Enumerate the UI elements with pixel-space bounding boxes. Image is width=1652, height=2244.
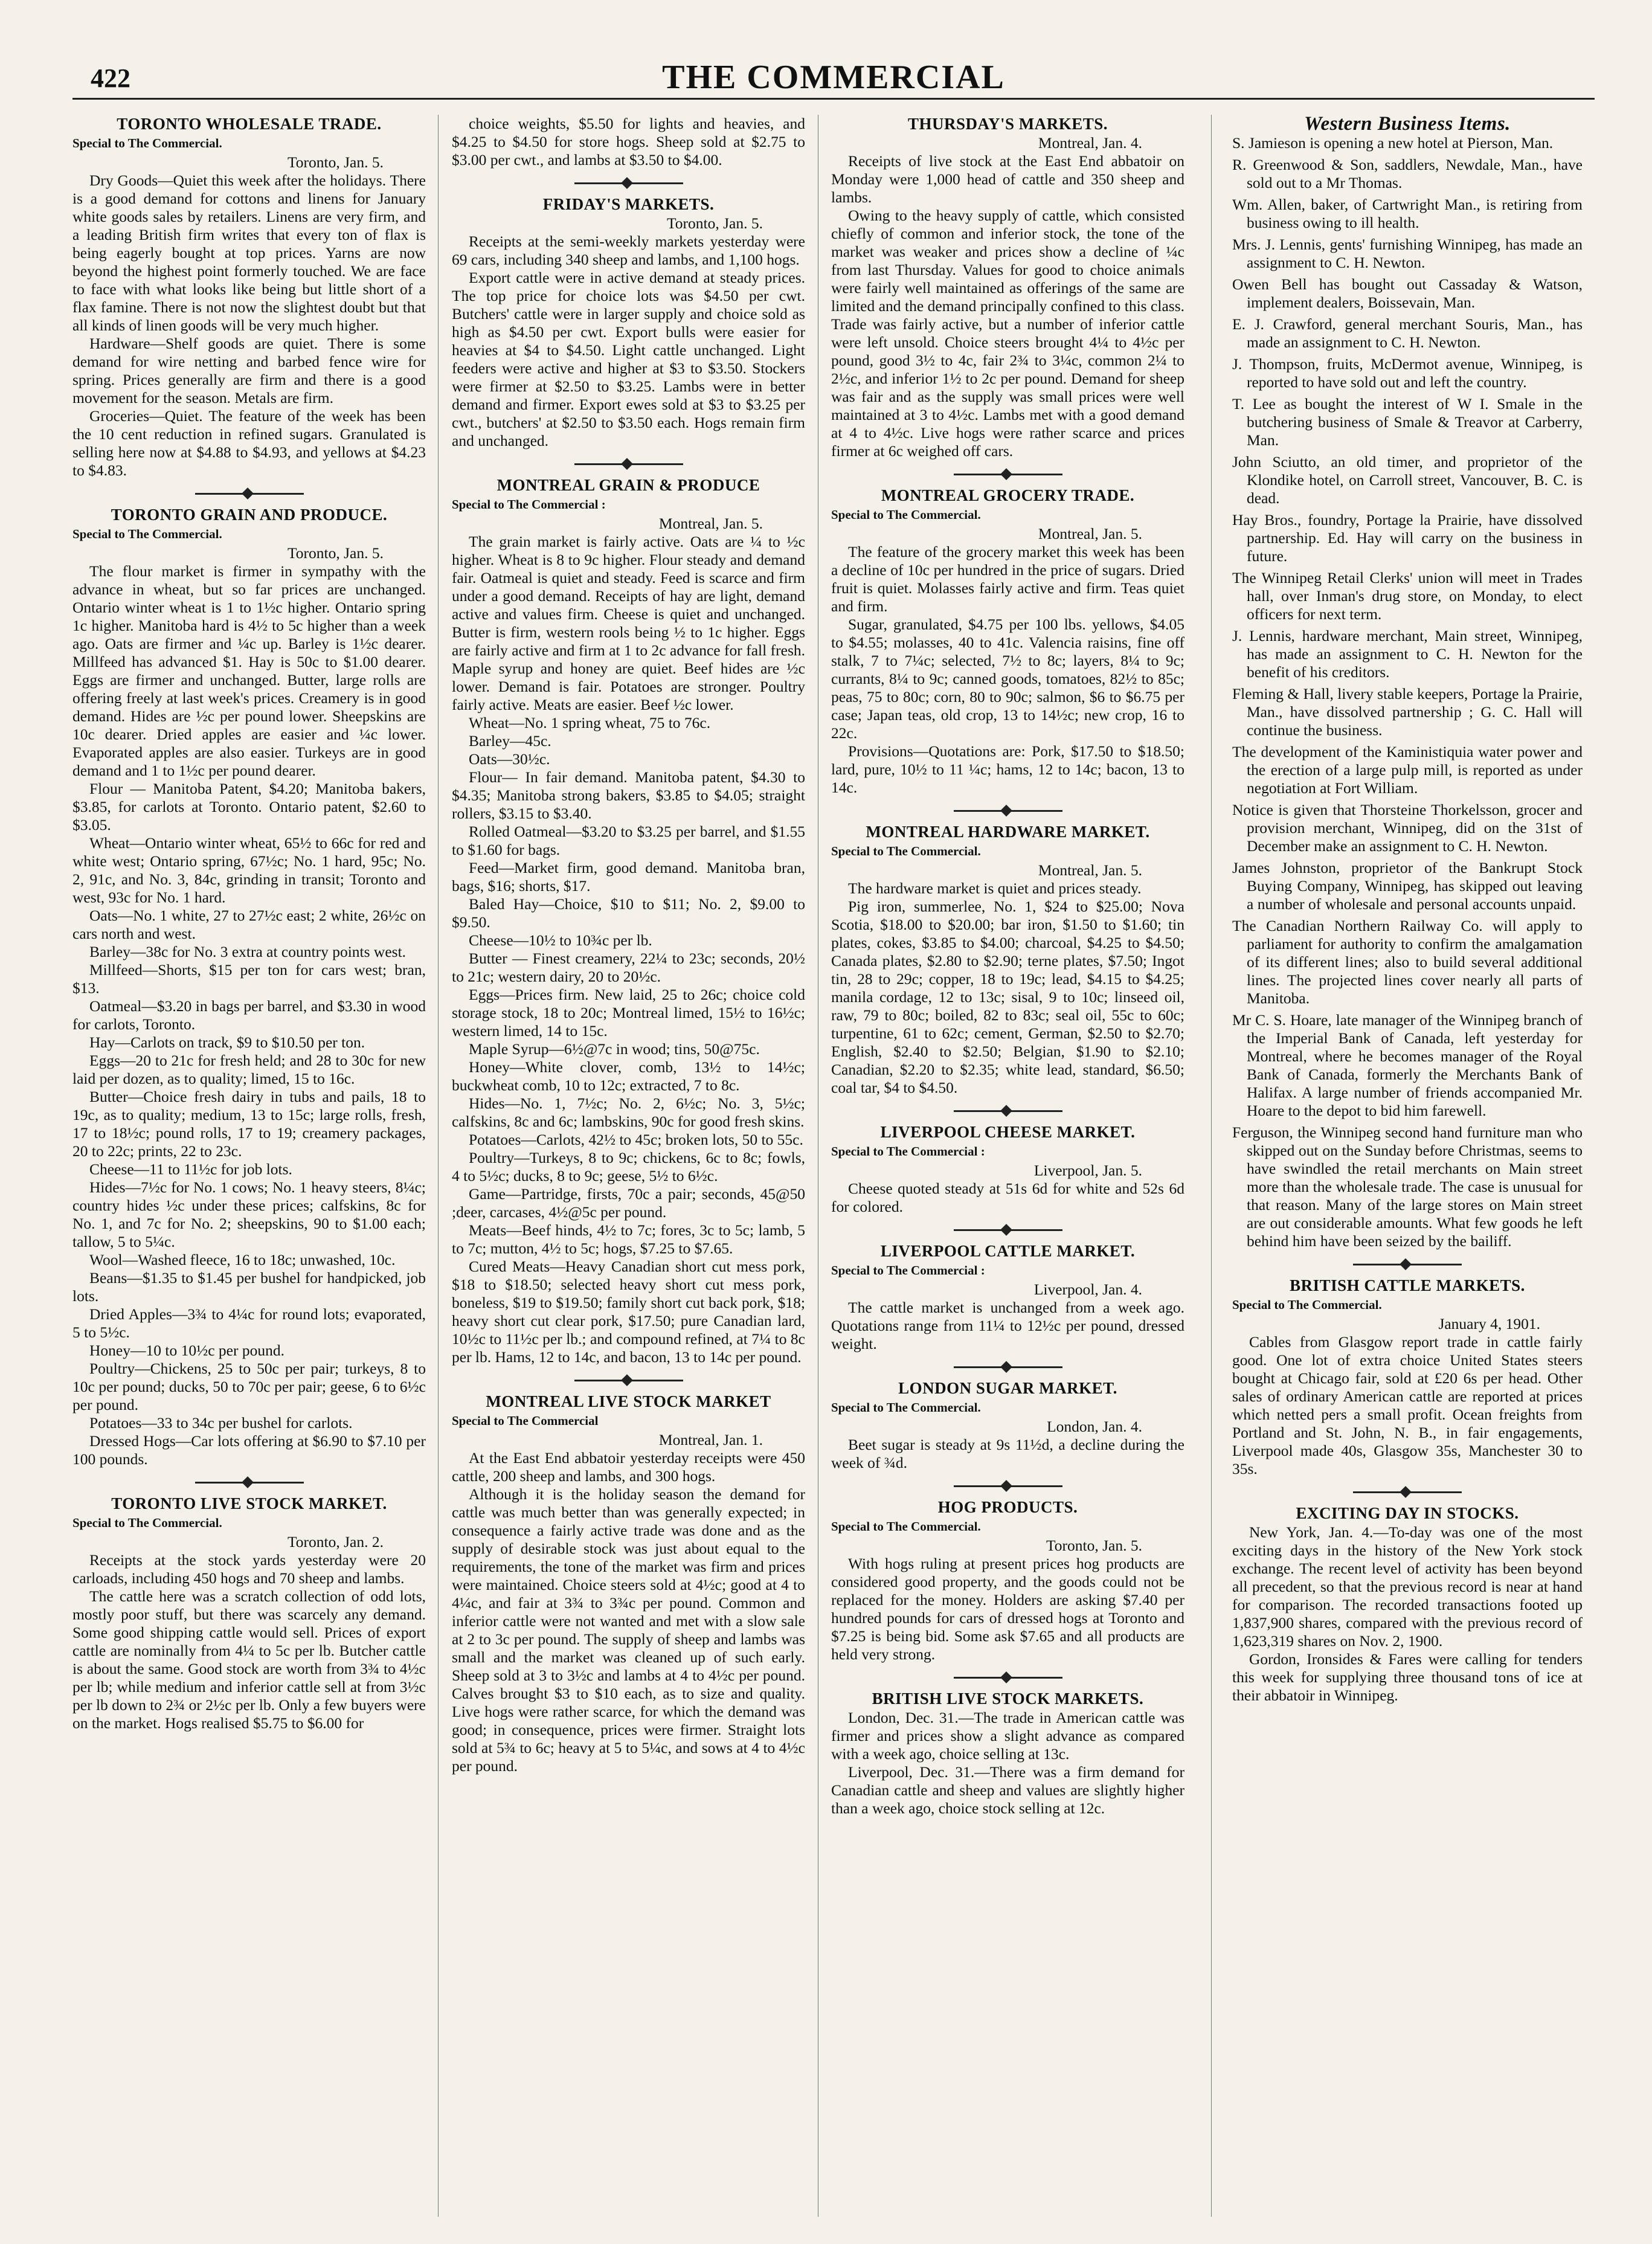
article-dateline: Liverpool, Jan. 4. bbox=[1033, 1281, 1142, 1298]
article-dateline: Liverpool, Jan. 5. bbox=[1033, 1162, 1142, 1179]
article-paragraph: The cattle here was a scratch collection of odd lots, mostly poor stuff, but there was scarcely any demand. Some good shipping cattle would sell. Prices of export cattle are nominally from 4¼ to 5c per lb. Butcher cattle is about the same. Good stock are worth from 3¾ to 4½c per lb; while medium and inferior cattle sell at from 3½c per lb down to 2¾ or 2½c per lb. Only a few buyers were on the market. Hogs realised $5.75 to $6.00 for bbox=[72, 1587, 426, 1732]
article-paragraph: Cables from Glasgow report trade in cattle fairly good. One lot of extra choice United States steers bought at Chicago fair, sold at £20 6s per head. Other sales of ordinary American cattle are reported at prices which netted pers a small profit. Ocean freights from Portland and St. John, N. B., in fair engagements, Liverpool made 40s, Glasgow 35s, Manchester 30 to 35s. bbox=[1232, 1333, 1583, 1477]
article-headline: BRITISH CATTLE MARKETS. bbox=[1290, 1276, 1525, 1294]
section-separator bbox=[574, 463, 683, 465]
section-separator bbox=[954, 1366, 1062, 1368]
article-paragraph: Beans—$1.35 to $1.45 per bushel for handpicked, job lots. bbox=[72, 1269, 426, 1305]
article-byline: Special to The Commercial. bbox=[72, 1516, 222, 1530]
article-paragraph: Oats—No. 1 white, 27 to 27½c east; 2 white, 26½c on cars north and west. bbox=[72, 907, 426, 942]
article-headline: Western Business Items. bbox=[1304, 115, 1511, 135]
business-item: S. Jamieson is opening a new hotel at Pierson, Man. bbox=[1232, 134, 1554, 152]
column-rule bbox=[438, 115, 439, 2217]
column-rule bbox=[1211, 115, 1212, 2217]
article-paragraph: Poultry—Turkeys, 8 to 9c; chickens, 6c to 8c; fowls, 4 to 5½c; ducks, 8 to 9c; geese, 5½ to 6½c. bbox=[452, 1149, 805, 1185]
section-separator bbox=[574, 1380, 683, 1381]
article-headline: THURSDAY'S MARKETS. bbox=[907, 115, 1108, 133]
article-paragraph: Oatmeal—$3.20 in bags per barrel, and $3.30 in wood for carlots, Toronto. bbox=[72, 997, 426, 1033]
article-paragraph: choice weights, $5.50 for lights and heavies, and $4.25 to $4.50 for store hogs. Sheep sold at $2.75 to $3.00 per cwt., and lambs at $3.50 to $4.00. bbox=[452, 115, 805, 169]
article bbox=[1232, 115, 1583, 1250]
article-paragraph: Hides—7½c for No. 1 cows; No. 1 heavy steers, 8¼c; country hides ½c under these prices; calfskins, 8c for No. 1, and 7c for No. 2; sheepskins, 90 to $1.00 each; tallow, 5 to 5¼c. bbox=[72, 1178, 426, 1250]
article-byline: Special to The Commercial bbox=[452, 1413, 599, 1428]
article-paragraph: Barley—38c for No. 3 extra at country points west. bbox=[89, 943, 407, 960]
business-item: The development of the Kaministiquia water power and the erection of a large pulp mill, is reported as under negotiation at Fort William. bbox=[1232, 743, 1583, 797]
article-paragraph: Sugar, granulated, $4.75 per 100 lbs. yellows, $4.05 to $4.55; molasses, 40 to 41c. Valencia raisins, fine off stalk, 7 to 7¼c; selected, 7½ to 8c; layers, 8¼ to 9c; currants, 8¼ to 9c; canned goods, tomatoes, 82½ to 85c; peas, 75 to 80c; corn, 80 to 90c; salmon, $6 to $6.75 per case; Japan teas, old crop, 13 to 14½c; new crop, 16 to 22c. bbox=[831, 616, 1184, 742]
article-paragraph: Cheese—11 to 11½c for job lots. bbox=[89, 1160, 292, 1178]
article-dateline: Montreal, Jan. 5. bbox=[1038, 861, 1142, 879]
article-paragraph: Potatoes—33 to 34c per bushel for carlots. bbox=[89, 1414, 353, 1432]
article-headline: MONTREAL LIVE STOCK MARKET bbox=[486, 1392, 771, 1410]
article-paragraph: Game—Partridge, firsts, 70c a pair; seconds, 45@50 ;deer, carcases, 4½@5c per pound. bbox=[452, 1185, 805, 1221]
article-dateline: January 4, 1901. bbox=[1438, 1315, 1540, 1333]
article-paragraph: Cheese quoted steady at 51s 6d for white and 52s 6d for colored. bbox=[831, 1180, 1184, 1215]
article bbox=[831, 1379, 1184, 1472]
business-item: James Johnston, proprietor of the Bankrupt Stock Buying Company, Winnipeg, has skipped out leaving a number of wholesale and personal accounts unpaid. bbox=[1232, 859, 1583, 913]
article-paragraph: Receipts at the stock yards yesterday were 20 carloads, including 450 hogs and 70 sheep and lambs. bbox=[72, 1551, 426, 1587]
article-headline: LIVERPOOL CATTLE MARKET. bbox=[880, 1242, 1136, 1260]
column-4 bbox=[1232, 115, 1583, 2217]
article-paragraph: Oats—30½c. bbox=[469, 750, 550, 768]
article bbox=[831, 1689, 1184, 1818]
article-paragraph: London, Dec. 31.—The trade in American cattle was firmer and prices show a slight advance as compared with a week ago, choice selling at 13c. bbox=[831, 1709, 1184, 1763]
article bbox=[831, 486, 1184, 797]
business-item: R. Greenwood & Son, saddlers, Newdale, Man., have sold out to a Mr Thomas. bbox=[1232, 156, 1583, 191]
article-paragraph: Butter—Choice fresh dairy in tubs and pails, 18 to 19c, as to quality; medium, 13 to 15c; large rolls, fresh, 17 to 18½c; pound rolls, 17 to 19; creamery packages, 20 to 22c; prints, 22 to 23c. bbox=[72, 1088, 426, 1160]
article-paragraph: Eggs—Prices firm. New laid, 25 to 26c; choice cold storage stock, 18 to 20c; Montreal limed, 15½ to 16½c; western limed, 14 to 15c. bbox=[452, 986, 805, 1040]
article-paragraph: At the East End abbatoir yesterday receipts were 450 cattle, 200 sheep and lambs, and 300 hogs. bbox=[452, 1449, 805, 1485]
article-paragraph: Provisions—Quotations are: Pork, $17.50 to $18.50; lard, pure, 10½ to 11 ¼c; hams, 12 to 14c; bacon, 13 to 14c. bbox=[831, 742, 1184, 796]
article-headline: BRITISH LIVE STOCK MARKETS. bbox=[872, 1689, 1144, 1708]
article-dateline: Montreal, Jan. 5. bbox=[658, 515, 763, 532]
article-paragraph: Receipts of live stock at the East End abbatoir on Monday were 1,000 head of cattle and 350 sheep and lambs. bbox=[831, 152, 1184, 206]
article-paragraph: With hogs ruling at present prices hog products are considered good property, and the goods could not be replaced for the money. Holders are asking $7.40 per hundred pounds for cars of dressed hogs at Toronto and $7.25 is being bid. Some ask $7.65 and all products are held very strong. bbox=[831, 1555, 1184, 1663]
section-separator bbox=[195, 1482, 304, 1484]
article-paragraph: Butter — Finest creamery, 22¼ to 23c; seconds, 20½ to 21c; western dairy, 20 to 20½c. bbox=[452, 950, 805, 985]
business-item: The Winnipeg Retail Clerks' union will meet in Trades hall, over Inman's drug store, on Monday, to elect officers for next term. bbox=[1232, 569, 1583, 623]
article-paragraph: Wool—Washed fleece, 16 to 18c; unwashed, 10c. bbox=[89, 1251, 396, 1268]
article-dateline: Toronto, Jan. 2. bbox=[288, 1533, 384, 1551]
section-separator bbox=[1353, 1264, 1462, 1265]
article-byline: Special to The Commercial : bbox=[452, 497, 606, 512]
article-byline: Special to The Commercial. bbox=[72, 136, 222, 150]
article-paragraph: The flour market is firmer in sympathy with the advance in wheat, but so far prices are unchanged. Ontario winter wheat is 1 to 1½c higher. Ontario spring 1c higher. Manitoba hard is 4½ to 5c higher than a week ago. Oats are firmer and ¼c up. Barley is 1½c dearer. Millfeed has advanced $1. Hay is 50c to $1.00 dearer. Eggs are firmer and unchanged. Butter, large rolls are offering freely at last week's prices. Creamery is in good demand. Hides are ½c per pound lower. Sheepskins are 10c dearer. Dried apples are easier and ¼c lower. Evaporated apples are also easier. Turkeys are in good demand and 1 to 1½c per pound dearer. bbox=[72, 562, 426, 779]
article-byline: Special to The Commercial : bbox=[831, 1144, 985, 1159]
business-item: Mrs. J. Lennis, gents' furnishing Winnipeg, has made an assignment to C. H. Newton. bbox=[1232, 236, 1583, 271]
article bbox=[831, 115, 1184, 460]
article-headline: LIVERPOOL CHEESE MARKET. bbox=[880, 1123, 1136, 1141]
business-item: J. Thompson, fruits, McDermot avenue, Winnipeg, is reported to have sold out and left the country. bbox=[1232, 355, 1583, 391]
article-dateline: Toronto, Jan. 5. bbox=[1046, 1537, 1142, 1554]
article-paragraph: Hardware—Shelf goods are quiet. There is some demand for wire netting and barbed fence wire for spring. Prices generally are firm and there is a good movement for the season. Metals are firm. bbox=[72, 335, 426, 407]
article-byline: Special to The Commercial. bbox=[1232, 1297, 1382, 1312]
article-paragraph: Wheat—Ontario winter wheat, 65½ to 66c for red and white west; Ontario spring, 67½c; No. 1 hard, 95c; No. 2, 91c, and No. 3, 84c, grinding in transit; Toronto and west, 93c for No. 1 hard. bbox=[72, 834, 426, 906]
section-separator bbox=[954, 1229, 1062, 1231]
article-paragraph: Owing to the heavy supply of cattle, which consisted chiefly of common and inferior stock, the tone of the market was weaker and prices show a decline of ¼c from last Thursday. Values for good to choice animals were fairly well maintained as offerings of the same are limited and the demand principally confined to this class. Trade was fairly active, but a number of inferior cattle were left unsold. Choice steers brought 4¼ to 4½c per pound, good 3½ to 4c, fair 2¾ to 3¼c, common 2¼ to 2½c, and inferior 1½ to 2c per pound. Demand for sheep was fair and as the supply was small prices were well maintained at 3 to 4½c. Lambs met with a good demand at 4 to 4½c. Live hogs were rather scarce and prices firmer at 6c weighed off cars. bbox=[831, 207, 1184, 460]
article bbox=[72, 506, 426, 1468]
article bbox=[1232, 1276, 1583, 1478]
article-paragraph: Export cattle were in active demand at steady prices. The top price for choice lots was $4.50 per cwt. Butchers' cattle were in larger supply and choice sold as high as $4.50 per cwt. Export bulls were easier for heavies at $4 to $4.50. Light cattle unchanged. Light feeders were active and higher at $3 to $3.50. Stockers were firmer at $2.50 to $3.25. Lambs were in better demand and firmer. Export ewes sold at $3 to $3.25 per cwt., butchers' at $2.50 to $3.50 each. Hogs remain firm and unchanged. bbox=[452, 269, 805, 449]
article-paragraph: Poultry—Chickens, 25 to 50c per pair; turkeys, 8 to 10c per pound; ducks, 50 to 70c per pair; geese, 6 to 6½c per pound. bbox=[72, 1360, 426, 1413]
section-separator bbox=[954, 1485, 1062, 1487]
article-paragraph: Cheese—10½ to 10¾c per lb. bbox=[469, 931, 652, 949]
section-separator bbox=[954, 1677, 1062, 1679]
article-paragraph: Wheat—No. 1 spring wheat, 75 to 76c. bbox=[469, 714, 711, 731]
article-paragraph: Cured Meats—Heavy Canadian short cut mess pork, $18 to $18.50; selected heavy short cut mess pork, boneless, $19 to $19.50; family short cut back pork, $18; heavy short cut clear pork, $17.50; pure Canadian lard, 10½c to 11½c per lb.; and compound refined, at 7¼ to 8c per lb. Hams, 12 to 14c, and bacon, 13 to 14c per pound. bbox=[452, 1258, 805, 1366]
article-paragraph: Dried Apples—3¾ to 4¼c for round lots; evaporated, 5 to 5½c. bbox=[72, 1305, 426, 1341]
article-headline: TORONTO GRAIN AND PRODUCE. bbox=[111, 506, 388, 524]
article-paragraph: Potatoes—Carlots, 42½ to 45c; broken lots, 50 to 55c. bbox=[469, 1131, 803, 1148]
business-item: Wm. Allen, baker, of Cartwright Man., is retiring from business owing to ill health. bbox=[1232, 196, 1583, 231]
article-paragraph: Barley—45c. bbox=[469, 732, 551, 750]
article bbox=[72, 115, 426, 480]
column-2 bbox=[452, 115, 805, 2217]
article-paragraph: The cattle market is unchanged from a week ago. Quotations range from 11¼ to 12½c per pound, dressed weight. bbox=[831, 1299, 1184, 1352]
article-paragraph: Pig iron, summerlee, No. 1, $24 to $25.00; Nova Scotia, $18.00 to $20.00; bar iron, $1.50 to $1.60; tin plates, cokes, $3.85 to $4.00; charcoal, $4.25 to $4.50; Canada plates, $2.80 to $2.90; terne plates, $7.50; Ingot tin, 28 to 29c; copper, 18 to 19c; lead, $4.15 to $4.25; manila cordage, 12 to 13c; sisal, 9 to 10c; linseed oil, raw, 79 to 80c; boiled, 82 to 83c; seal oil, 55c to 60c; turpentine, 61 to 62c; cement, German, $2.50 to $2.70; English, $2.40 to $2.50; Belgian, $1.90 to $2.10; Canadian, $2.20 to $2.35; white lead, standard, $6.50; coal tar, $4 to $4.50. bbox=[831, 898, 1184, 1096]
article-dateline: Toronto, Jan. 5. bbox=[667, 214, 763, 232]
article bbox=[452, 195, 805, 450]
article-dateline: Montreal, Jan. 1. bbox=[658, 1431, 763, 1448]
article-headline: HOG PRODUCTS. bbox=[937, 1498, 1078, 1516]
article-headline: MONTREAL GRAIN & PRODUCE bbox=[497, 476, 760, 494]
article bbox=[452, 1392, 805, 1775]
section-separator bbox=[954, 810, 1062, 812]
article bbox=[1232, 1504, 1583, 1705]
article-byline: Special to The Commercial : bbox=[831, 1263, 985, 1278]
business-item: J. Lennis, hardware merchant, Main street, Winnipeg, has made an assignment to C. H. Newton for the benefit of his creditors. bbox=[1232, 627, 1583, 681]
page-number: 422 bbox=[91, 63, 130, 93]
article-dateline: Montreal, Jan. 5. bbox=[1038, 525, 1142, 542]
article-byline: Special to The Commercial. bbox=[831, 507, 981, 522]
article bbox=[452, 476, 805, 1366]
article-paragraph: Baled Hay—Choice, $10 to $11; No. 2, $9.00 to $9.50. bbox=[452, 895, 805, 931]
article-headline: TORONTO LIVE STOCK MARKET. bbox=[111, 1494, 387, 1513]
article-paragraph: Beet sugar is steady at 9s 11½d, a decline during the week of ¾d. bbox=[831, 1436, 1184, 1471]
page-header bbox=[72, 56, 1595, 100]
article-paragraph: Honey—White clover, comb, 13½ to 14½c; buckwheat comb, 10 to 12c; extracted, 7 to 8c. bbox=[452, 1058, 805, 1094]
article-paragraph: Dry Goods—Quiet this week after the holidays. There is a good demand for cottons and linens for January white goods sales by retailers. Linens are very firm, and a leading British firm writes that every ton of flax is being eagerly bought at top prices. Yarns are now beyond the highest point formerly touched. We are face to face with what looks like being but little short of a flax famine. There is not now the slightest doubt but that all kinds of linen goods will be very much higher. bbox=[72, 172, 426, 334]
article bbox=[831, 823, 1184, 1097]
article-headline: LONDON SUGAR MARKET. bbox=[898, 1379, 1117, 1397]
section-separator bbox=[1353, 1491, 1462, 1493]
article-paragraph: Hides—No. 1, 7½c; No. 2, 6½c; No. 3, 5½c; calfskins, 8c and 6c; lambskins, 90c for good fresh skins. bbox=[452, 1095, 805, 1130]
article-paragraph: Feed—Market firm, good demand. Manitoba bran, bags, $16; shorts, $17. bbox=[452, 859, 805, 895]
article-headline: FRIDAY'S MARKETS. bbox=[542, 195, 715, 213]
article-headline: EXCITING DAY IN STOCKS. bbox=[1296, 1504, 1519, 1522]
article bbox=[831, 1123, 1184, 1216]
article-headline: MONTREAL HARDWARE MARKET. bbox=[866, 823, 1150, 841]
article-paragraph: Eggs—20 to 21c for fresh held; and 28 to 30c for new laid per dozen, as to quality; limed, 15 to 16c. bbox=[72, 1052, 426, 1087]
article-paragraph: Dressed Hogs—Car lots offering at $6.90 to $7.10 per 100 pounds. bbox=[72, 1432, 426, 1468]
article bbox=[452, 115, 805, 169]
business-item: Notice is given that Thorsteine Thorkelsson, grocer and provision merchant, Winnipeg, did on the 31st of December make an assignment to C. H. Newton. bbox=[1232, 801, 1583, 855]
article-paragraph: Rolled Oatmeal—$3.20 to $3.25 per barrel, and $1.55 to $1.60 for bags. bbox=[452, 823, 805, 858]
section-separator bbox=[954, 474, 1062, 475]
article-paragraph: Honey—10 to 10½c per pound. bbox=[89, 1342, 284, 1359]
business-item: John Sciutto, an old timer, and proprietor of the Klondike hotel, on Carroll street, Vancouver, B. C. is dead. bbox=[1232, 453, 1583, 507]
article-paragraph: Millfeed—Shorts, $15 per ton for cars west; bran, $13. bbox=[72, 961, 426, 997]
article-headline: TORONTO WHOLESALE TRADE. bbox=[117, 115, 382, 133]
article-paragraph: Meats—Beef hinds, 4½ to 7c; fores, 3c to 5c; lamb, 5 to 7c; mutton, 4½ to 5c; hogs, $7.25 to $7.65. bbox=[452, 1221, 805, 1257]
article-byline: Special to The Commercial. bbox=[831, 1519, 981, 1534]
article-paragraph: Receipts at the semi-weekly markets yesterday were 69 cars, including 340 sheep and lambs, and 1,100 hogs. bbox=[452, 233, 805, 268]
business-item: Hay Bros., foundry, Portage la Prairie, have dissolved partnership. Ed. Hay will carry on the business in future. bbox=[1232, 511, 1583, 565]
article-byline: Special to The Commercial. bbox=[831, 844, 981, 858]
section-separator bbox=[195, 493, 304, 495]
article bbox=[831, 1242, 1184, 1353]
article-paragraph: Flour — Manitoba Patent, $4.20; Manitoba bakers, $3.85, for carlots at Toronto. Ontario patent, $2.60 to $3.05. bbox=[72, 780, 426, 834]
article-headline: MONTREAL GROCERY TRADE. bbox=[881, 486, 1135, 504]
article-dateline: Toronto, Jan. 5. bbox=[288, 544, 384, 562]
business-item: Ferguson, the Winnipeg second hand furniture man who skipped out on the Sunday before Christmas, seems to have swindled the retail merchants on Main street more than the wholesale trade. The case is unusual for that reason. Many of the large stores on Main street are out considerable amounts. What few goods he left behind him have been seized by the bailiff. bbox=[1232, 1124, 1583, 1250]
business-item: Owen Bell has bought out Cassaday & Watson, implement dealers, Boissevain, Man. bbox=[1232, 275, 1583, 311]
section-separator bbox=[954, 1110, 1062, 1112]
column-3 bbox=[831, 115, 1184, 2217]
business-item: Fleming & Hall, livery stable keepers, Portage la Prairie, Man., have dissolved partnership ; G. C. Hall will continue the business. bbox=[1232, 685, 1583, 739]
article-dateline: Montreal, Jan. 4. bbox=[1038, 134, 1142, 152]
article-paragraph: Groceries—Quiet. The feature of the week has been the 10 cent reduction in refined sugars. Granulated is selling here now at $4.88 to $4.93, and yellows at $4.23 to $4.83. bbox=[72, 407, 426, 479]
article-byline: Special to The Commercial. bbox=[72, 527, 222, 541]
article-byline: Special to The Commercial. bbox=[831, 1400, 981, 1415]
article-paragraph: Gordon, Ironsides & Fares were calling for tenders this week for supplying three thousand tons of ice at their abbatoir in Winnipeg. bbox=[1232, 1650, 1583, 1704]
article-paragraph: New York, Jan. 4.—To-day was one of the most exciting days in the history of the New York stock exchange. The recent level of activity has been beyond all precedent, so that the previous record is near at hand for comparison. The recorded transactions footed up 1,837,900 shares, compared with the previous record of 1,623,319 shares on Nov. 2, 1900. bbox=[1232, 1523, 1583, 1650]
article-paragraph: The feature of the grocery market this week has been a decline of 10c per hundred in the price of sugars. Dried fruit is quiet. Molasses fairly active and firm. Teas quiet and firm. bbox=[831, 543, 1184, 615]
column-1 bbox=[72, 115, 426, 2217]
article-paragraph: The hardware market is quiet and prices steady. bbox=[848, 879, 1142, 897]
article-paragraph: Hay—Carlots on track, $9 to $10.50 per ton. bbox=[89, 1034, 365, 1051]
article-dateline: Toronto, Jan. 5. bbox=[288, 153, 384, 171]
article-paragraph: Liverpool, Dec. 31.—There was a firm demand for Canadian cattle and sheep and values are slightly higher than a week ago, choice stock selling at 12c. bbox=[831, 1763, 1184, 1817]
article bbox=[831, 1498, 1184, 1664]
business-item: T. Lee as bought the interest of W I. Smale in the butchering business of Smale & Treavor at Carberry, Man. bbox=[1232, 395, 1583, 449]
article-dateline: London, Jan. 4. bbox=[1047, 1418, 1142, 1435]
article-paragraph: Maple Syrup—6½@7c in wood; tins, 50@75c. bbox=[469, 1040, 760, 1058]
article-paragraph: Although it is the holiday season the demand for cattle was much better than was generally expected; in consequence a fairly active trade was done and as the supply of desirable stock was just about equal to the requirements, the tone of the market was firm and prices were maintained. Choice steers sold at 4½c; good at 4 to 4¼c, and fair at 3¾ to 3¾c per pound. Common and inferior cattle were not wanted and met with a slow sale at 2 to 3c per pound. The supply of sheep and lambs was small and the market was cleaned up of such early. Sheep sold at 3 to 3½c and lambs at 4 to 4½c per pound. Calves brought $3 to $10 each, as to size and quality. Live hogs were rather scarce, for which the demand was good; in consequence, prices were firmer. Straight lots sold at 5¾ to 6c; heavy at 5 to 5¼c, and sows at 4 to 4½c per pound. bbox=[452, 1485, 805, 1775]
journal-title: THE COMMERCIAL bbox=[662, 59, 1005, 96]
section-separator bbox=[574, 182, 683, 184]
business-item: E. J. Crawford, general merchant Souris, Man., has made an assignment to C. H. Newton. bbox=[1232, 315, 1583, 351]
article-paragraph: The grain market is fairly active. Oats are ¼ to ½c higher. Wheat is 8 to 9c higher. Flour steady and demand fair. Oatmeal is quiet and steady. Feed is scarce and firm under a good demand. Receipts of hay are light, demand active and values firm. Cheese is quiet and unchanged. Butter is firm, western rools being ½ to 1c higher. Eggs are fairly active and firm at 1 to 2c advance for fall fresh. Maple syrup and honey are quiet. Beef hides are ½c lower. Demand is fair. Potatoes are stronger. Poultry fairly active. Meats are easier. Beef ½c lower. bbox=[452, 533, 805, 713]
business-item: The Canadian Northern Railway Co. will apply to parliament for authority to confirm the amalgamation of its different lines; also to build several additional lines. The projected lines cover nearly all parts of Manitoba. bbox=[1232, 917, 1583, 1007]
article bbox=[72, 1494, 426, 1732]
article-paragraph: Flour— In fair demand. Manitoba patent, $4.30 to $4.35; Manitoba strong bakers, $3.85 to $4.05; straight rollers, $3.15 to $3.40. bbox=[452, 768, 805, 822]
business-item: Mr C. S. Hoare, late manager of the Winnipeg branch of the Imperial Bank of Canada, left yesterday for Montreal, where he becomes manager of the Royal Bank of Canada, formerly the Merchants Bank of Halifax. A large number of friends accompanied Mr. Hoare to the depot to bid him farewell. bbox=[1232, 1011, 1583, 1119]
